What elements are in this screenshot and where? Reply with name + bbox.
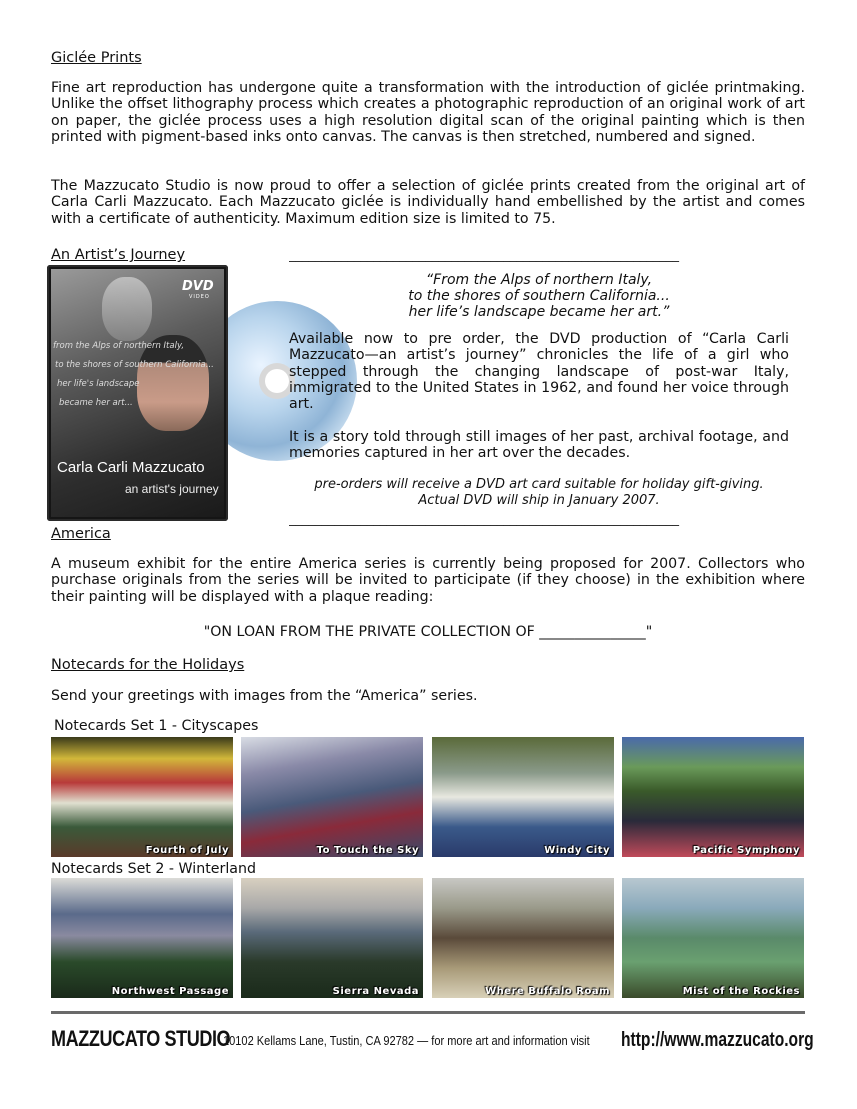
notecard-windy-city [432, 737, 614, 857]
giclee-paragraph-1: Fine art reproduction has undergone quite a transformation with the introduction of giclée printmaking. Unlike the offset lithography process which creates a photographic reproduction of an original work of art on paper, the giclée process uses a high resolution digital scan of the original painting which is then printed with pigment-based inks onto canvas. The canvas is then stretched, numbered and signed. [51, 80, 805, 145]
dvd-logo: DVD [182, 279, 214, 294]
notecard-to-touch-the-sky [241, 737, 423, 857]
notecard-caption: Windy City [544, 845, 610, 856]
notecard-caption: Fourth of July [145, 845, 229, 856]
footer-more: for more art and information visit [431, 1033, 590, 1048]
journey-note-line-1: pre-orders will receive a DVD art card suitable for holiday gift-giving. [314, 477, 764, 492]
dvd-artist-name: Carla Carli Mazzucato [57, 459, 205, 476]
set1-label: Notecards Set 1 - Cityscapes [54, 718, 259, 734]
notecard-sierra-nevada [241, 878, 423, 998]
dvd-logo-sub: VIDEO [189, 294, 210, 300]
journey-quote-line-2: to the shores of southern California... [408, 288, 670, 304]
footer-rule [51, 1011, 805, 1014]
notecards-intro: Send your greetings with images from the “America” series. [51, 688, 478, 704]
dvd-artwork [47, 263, 307, 523]
notecard-caption: Mist of the Rockies [682, 986, 800, 997]
journey-heading: An Artist’s Journey [51, 247, 186, 263]
journey-quote-line-1: “From the Alps of northern Italy, [425, 272, 653, 288]
notecard-fourth-of-july [51, 737, 233, 857]
plaque-text: "ON LOAN FROM THE PRIVATE COLLECTION OF _______________" [203, 624, 653, 640]
america-paragraph: A museum exhibit for the entire America series is currently being proposed for 2007. Collectors who purchase originals from the series will be invited to participate (if they choose) in the exhibition where their painting will be displayed with a plaque reading: [51, 556, 805, 605]
notecard-caption: Pacific Symphony [692, 845, 800, 856]
journey-preorder-note [289, 477, 789, 509]
notecard-pacific-symphony [622, 737, 804, 857]
dvd-tagline-2: to the shores of southern California... [55, 360, 214, 370]
dvd-case [47, 265, 228, 521]
notecard-where-buffalo-roam [432, 878, 614, 998]
footer-studio-name: MAZZUCATO STUDIO [51, 1026, 231, 1051]
dvd-child-photo [102, 277, 152, 341]
footer-address: 10102 Kellams Lane, Tustin, CA 92782 [223, 1033, 415, 1048]
journey-paragraph-2: It is a story told through still images of her past, archival footage, and memories captured in her art over the decades. [289, 429, 789, 462]
journey-paragraph-1: Available now to pre order, the DVD production of “Carla Carli Mazzucato—an artist’s journey” chronicles the life of a girl who stepped through the changing landscape of post-war Italy, immigrated to the United States in 1962, and found her voice through art. [289, 331, 789, 413]
america-heading: America [51, 526, 111, 542]
notecard-caption: Northwest Passage [111, 986, 229, 997]
journey-bottom-rule: ____________________________________________________________ [289, 512, 679, 527]
dvd-tagline-3: her life's landscape [57, 379, 140, 389]
giclee-heading: Giclée Prints [51, 50, 142, 66]
footer-dash: — [417, 1033, 429, 1048]
footer-url-link[interactable]: http://www.mazzucato.org [621, 1029, 814, 1051]
set2-label: Notecards Set 2 - Winterland [51, 861, 256, 877]
journey-quote-line-3: her life’s landscape became her art.” [408, 304, 670, 320]
notecards-heading: Notecards for the Holidays [51, 657, 245, 673]
journey-note-line-2: Actual DVD will ship in January 2007. [418, 493, 660, 508]
giclee-paragraph-2: The Mazzucato Studio is now proud to offer a selection of giclée prints created from the original art of Carla Carli Mazzucato. Each Mazzucato giclée is individually hand embellished by the artist and comes with a certificate of authenticity. Maximum edition size is limited to 75. [51, 178, 805, 227]
footer-address-line [223, 1033, 590, 1048]
notecard-caption: To Touch the Sky [316, 845, 419, 856]
notecard-caption: Where Buffalo Roam [485, 986, 610, 997]
journey-quote [289, 272, 789, 320]
dvd-subtitle: an artist's journey [125, 482, 219, 496]
notecard-northwest-passage [51, 878, 233, 998]
notecard-caption: Sierra Nevada [332, 986, 419, 997]
notecard-mist-of-the-rockies [622, 878, 804, 998]
journey-top-rule: ____________________________________________________________ [289, 248, 679, 263]
dvd-tagline-1: from the Alps of northern Italy, [53, 341, 185, 351]
dvd-tagline-4: became her art... [59, 398, 133, 408]
dvd-disc-hole [265, 369, 289, 393]
